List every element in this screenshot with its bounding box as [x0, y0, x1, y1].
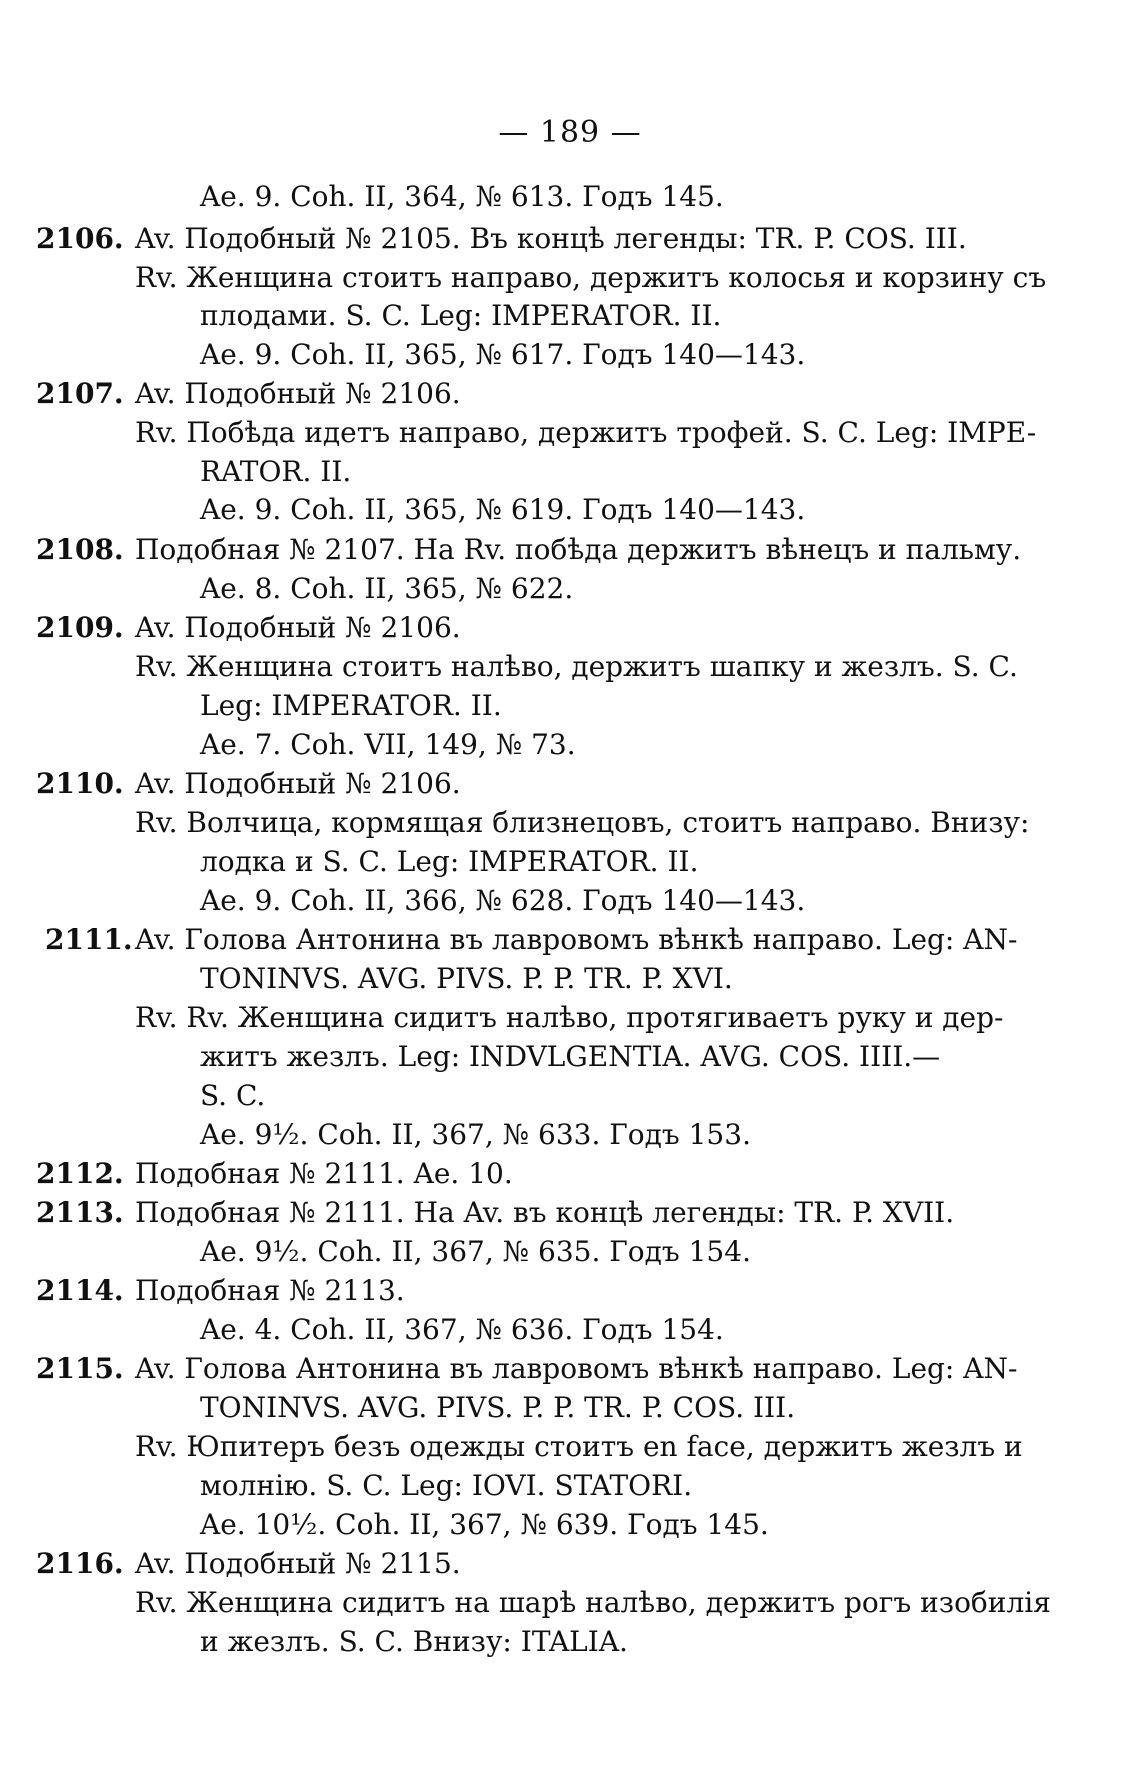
text-line: RATOR. II. — [200, 455, 352, 488]
text-line: Подобная № 2111. Ae. 10. — [135, 1157, 513, 1190]
text-line: Ae. 8. Coh. II, 365, № 622. — [200, 572, 574, 605]
text-line: Ae. 9. Coh. II, 365, № 619. Годъ 140—143. — [200, 493, 806, 526]
entry-number: 2109. — [36, 611, 124, 644]
text-line: Av. Голова Антонина въ лавровомъ вѣнкѣ направо. Leg: AN- — [135, 923, 1018, 956]
text-line: Ae. 4. Coh. II, 367, № 636. Годъ 154. — [200, 1313, 724, 1346]
text-line: Ae. 9. Coh. II, 364, № 613. Годъ 145. — [200, 180, 724, 213]
text-line: Подобная № 2113. — [135, 1274, 405, 1307]
text-line: Av. Подобный № 2106. — [135, 767, 461, 800]
text-line: Rv. Женщина стоитъ направо, держитъ колосья и корзину съ — [135, 261, 1047, 294]
entry-number: 2116. — [36, 1547, 124, 1580]
entry-number: 2114. — [36, 1274, 124, 1307]
entry-number: 2115. — [36, 1352, 124, 1385]
text-line: Подобная № 2111. На Av. въ концѣ легенды: TR. P. XVII. — [135, 1196, 955, 1229]
text-line: Подобная № 2107. На Rv. побѣда держитъ вѣнецъ и пальму. — [135, 533, 1022, 566]
text-line: Leg: IMPERATOR. II. — [200, 689, 502, 722]
text-line: Rv. Женщина сидитъ на шарѣ налѣво, держитъ рогъ изобилія — [135, 1586, 1051, 1619]
text-line: S. C. — [200, 1079, 266, 1112]
text-line: Rv. Побѣда идетъ направо, держитъ трофей. S. C. Leg: IMPE- — [135, 416, 1037, 449]
text-line: Ae. 7. Coh. VII, 149, № 73. — [200, 728, 576, 761]
page-number: — 189 — — [498, 115, 642, 150]
text-line: Av. Подобный № 2106. — [135, 377, 461, 410]
entry-number: 2113. — [36, 1196, 124, 1229]
text-line: житъ жезлъ. Leg: INDVLGENTIA. AVG. COS. IIII.— — [200, 1040, 941, 1073]
entry-number: 2111. — [45, 923, 133, 956]
text-line: Ae. 9. Coh. II, 366, № 628. Годъ 140—143. — [200, 884, 806, 917]
entry-number: 2112. — [36, 1157, 124, 1190]
entry-number: 2108. — [36, 533, 124, 566]
text-line: Av. Голова Антонина въ лавровомъ вѣнкѣ направо. Leg: AN- — [135, 1352, 1018, 1385]
text-line: молнію. S. C. Leg: IOVI. STATORI. — [200, 1469, 693, 1502]
text-line: Rv. Волчица, кормящая близнецовъ, стоитъ направо. Внизу: — [135, 806, 1030, 839]
entry-number: 2110. — [36, 767, 124, 800]
text-line: и жезлъ. S. C. Внизу: ITALIA. — [200, 1625, 628, 1658]
text-line: плодами. S. C. Leg: IMPERATOR. II. — [200, 299, 722, 332]
text-line: TONINVS. AVG. PIVS. P. P. TR. P. XVI. — [200, 962, 733, 995]
text-line: Av. Подобный № 2106. — [135, 611, 461, 644]
text-line: Ae. 10½. Coh. II, 367, № 639. Годъ 145. — [200, 1508, 769, 1541]
text-line: Rv. Женщина стоитъ налѣво, держитъ шапку и жезлъ. S. C. — [135, 650, 1018, 683]
text-line: Av. Подобный № 2115. — [135, 1547, 461, 1580]
text-line: Ae. 9½. Coh. II, 367, № 635. Годъ 154. — [200, 1235, 751, 1268]
text-line: лодка и S. C. Leg: IMPERATOR. II. — [200, 845, 699, 878]
text-line: Rv. Rv. Женщина сидитъ налѣво, протягиваетъ руку и дер- — [135, 1001, 1004, 1034]
text-line: Ae. 9½. Coh. II, 367, № 633. Годъ 153. — [200, 1118, 751, 1151]
entry-number: 2106. — [36, 222, 124, 255]
text-line: Ae. 9. Coh. II, 365, № 617. Годъ 140—143. — [200, 338, 806, 371]
text-line: TONINVS. AVG. PIVS. P. P. TR. P. COS. III. — [200, 1391, 796, 1424]
entry-number: 2107. — [36, 377, 124, 410]
text-line: Av. Подобный № 2105. Въ концѣ легенды: TR. P. COS. III. — [135, 222, 967, 255]
text-line: Rv. Юпитеръ безъ одежды стоитъ en face, держитъ жезлъ и — [135, 1430, 1023, 1463]
